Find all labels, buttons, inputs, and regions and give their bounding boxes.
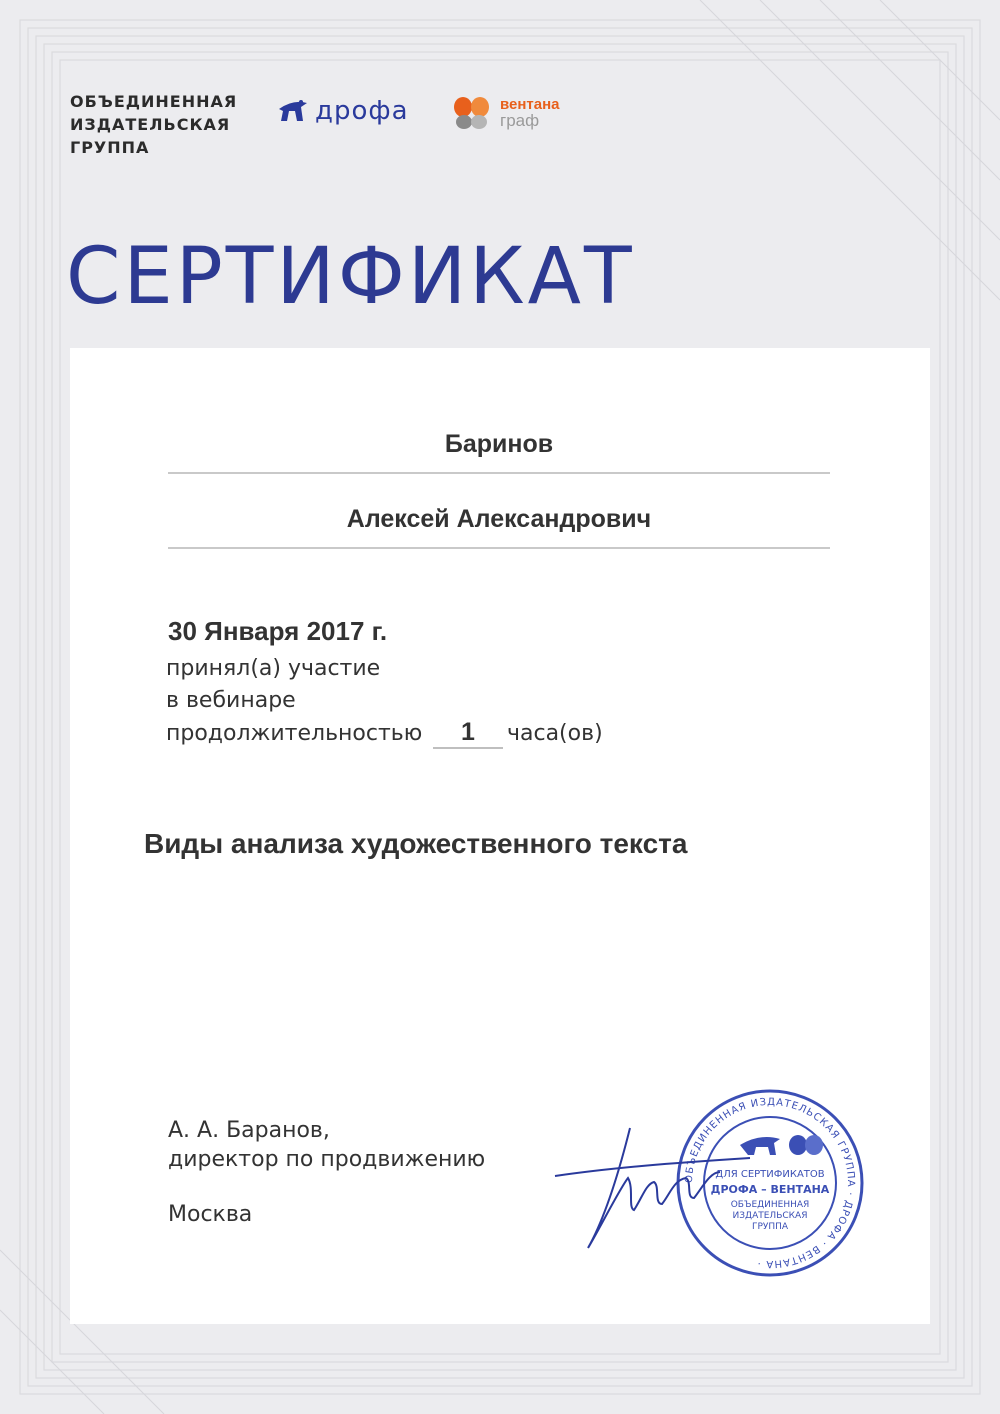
group-title-line2: ИЗДАТЕЛЬСКАЯ (70, 115, 231, 134)
stamp-line1: ДЛЯ СЕРТИФИКАТОВ (715, 1169, 825, 1180)
stamp-line2: ДРОФА – ВЕНТАНА (710, 1183, 830, 1196)
duration-unit: часа(ов) (507, 721, 603, 746)
webinar-topic: Виды анализа художественного текста (144, 828, 688, 859)
recipient-surname: Баринов (168, 430, 830, 474)
drofa-label: дрофа (315, 96, 409, 126)
ventana-butterfly-icon (452, 95, 492, 131)
handwritten-signature (550, 1108, 770, 1258)
graf-label: граф (500, 111, 540, 130)
duration-value: 1 (433, 718, 503, 749)
group-title-line1: ОБЪЕДИНЕННАЯ (70, 92, 238, 111)
event-date: 30 Января 2017 г. (168, 616, 388, 646)
certificate-title: СЕРТИФИКАТ (66, 232, 635, 322)
drofa-logo (275, 93, 409, 129)
group-title-line3: ГРУППА (70, 138, 150, 157)
event-format: в вебинаре (166, 688, 296, 713)
city: Москва (168, 1202, 253, 1227)
stamp-line3: ОБЪЕДИНЕННАЯ (730, 1200, 810, 1210)
signatory-name: А. А. Баранов, (168, 1118, 330, 1143)
publisher-group-title (70, 90, 237, 159)
stamp-ring-text: ОБЪЕДИНЕННАЯ ИЗДАТЕЛЬСКАЯ ГРУППА · ДРОФА · ВЕНТАНА · (683, 1096, 857, 1270)
ventana-graf-logo (452, 95, 560, 131)
signatory-position: директор по продвижению (168, 1147, 486, 1172)
recipient-given-names: Алексей Александрович (168, 505, 830, 549)
duration-label: продолжительностью (166, 721, 423, 746)
drofa-bird-icon (275, 93, 311, 129)
certificate-body (70, 348, 930, 1324)
participated-text: принял(а) участие (166, 656, 381, 681)
stamp-line5: ГРУППА (751, 1222, 789, 1232)
stamp-line4: ИЗДАТЕЛЬСКАЯ (732, 1211, 808, 1221)
ventana-label: вентана (500, 96, 560, 113)
signatory-block (168, 1116, 485, 1174)
